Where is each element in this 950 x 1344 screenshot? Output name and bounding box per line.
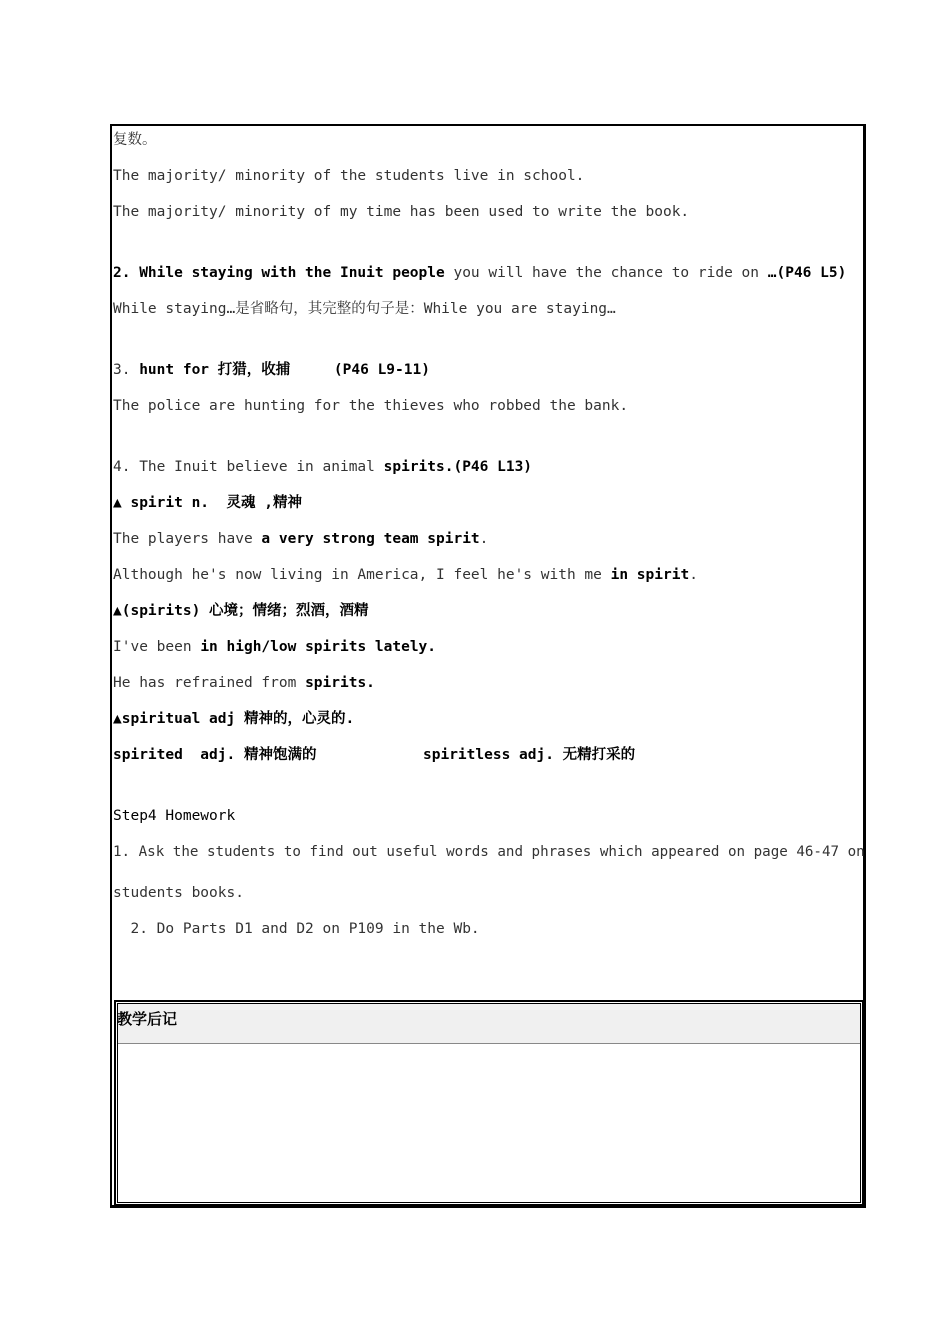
example-sentence <box>113 674 375 692</box>
ex3-bold: in high/low spirits lately. <box>200 639 437 655</box>
example-sentence <box>113 566 698 584</box>
ex3-start: I've been <box>113 639 201 655</box>
item-2 <box>113 264 846 282</box>
ex1-end: . <box>479 531 489 547</box>
item-3-bold: hunt for 打猎，收捕 (P46 L9-11) <box>139 362 430 378</box>
example-sentence <box>113 638 436 656</box>
example-sentence: The police are hunting for the thieves who robbed the bank. <box>113 398 629 414</box>
ex2-start: Although he's now living in America, I feel he's with me <box>113 567 611 583</box>
homework-item-2: 2. Do Parts D1 and D2 on P109 in the Wb. <box>113 921 480 937</box>
ex4-start: He has refrained from <box>113 675 306 691</box>
definition-spirit: ▲ spirit n. 灵魂 ,精神 <box>113 495 302 511</box>
teaching-notes-header <box>118 1004 860 1044</box>
ex2-end: . <box>689 567 698 583</box>
text-line: 复数。 <box>113 132 157 148</box>
example-sentence: The majority/ minority of the students live in school. <box>113 168 585 184</box>
definition-spirited: spirited adj. 精神饱满的 <box>113 747 317 763</box>
example-sentence: The majority/ minority of my time has been used to write the book. <box>113 204 690 220</box>
item-4-start: 4. The Inuit believe in animal <box>113 459 384 475</box>
item-2-rest: you will have the chance to ride on <box>444 265 768 281</box>
homework-item-1-cont: students books. <box>113 885 244 901</box>
definition-spirits: ▲(spirits) 心境；情绪；烈酒，酒精 <box>113 603 369 619</box>
item-3 <box>113 361 430 379</box>
item-3-num: 3. <box>113 362 140 378</box>
ex4-bold: spirits. <box>305 675 375 691</box>
definition-spiritual: ▲spiritual adj 精神的，心灵的. <box>113 711 355 727</box>
example-sentence <box>113 530 488 548</box>
ex1-start: The players have <box>113 531 262 547</box>
homework-item-1: 1. Ask the students to find out useful words and phrases which appeared on page 46-47 on <box>113 844 865 860</box>
item-2-bold: 2. While staying with the Inuit people <box>113 265 445 281</box>
item-4 <box>113 458 532 476</box>
teaching-notes-title: 教学后记 <box>117 1010 178 1028</box>
definition-spiritless: spiritless adj. 无精打采的 <box>423 747 636 763</box>
ellipsis-note: While staying…是省略句，其完整的句子是：While you are staying… <box>113 301 616 317</box>
ex1-bold: a very strong team spirit <box>261 531 480 547</box>
ex2-bold: in spirit <box>610 567 690 583</box>
item-4-bold: spirits.(P46 L13) <box>383 459 533 475</box>
item-2-ref: …(P46 L5) <box>767 265 847 281</box>
step4-heading: Step4 Homework <box>113 808 236 824</box>
